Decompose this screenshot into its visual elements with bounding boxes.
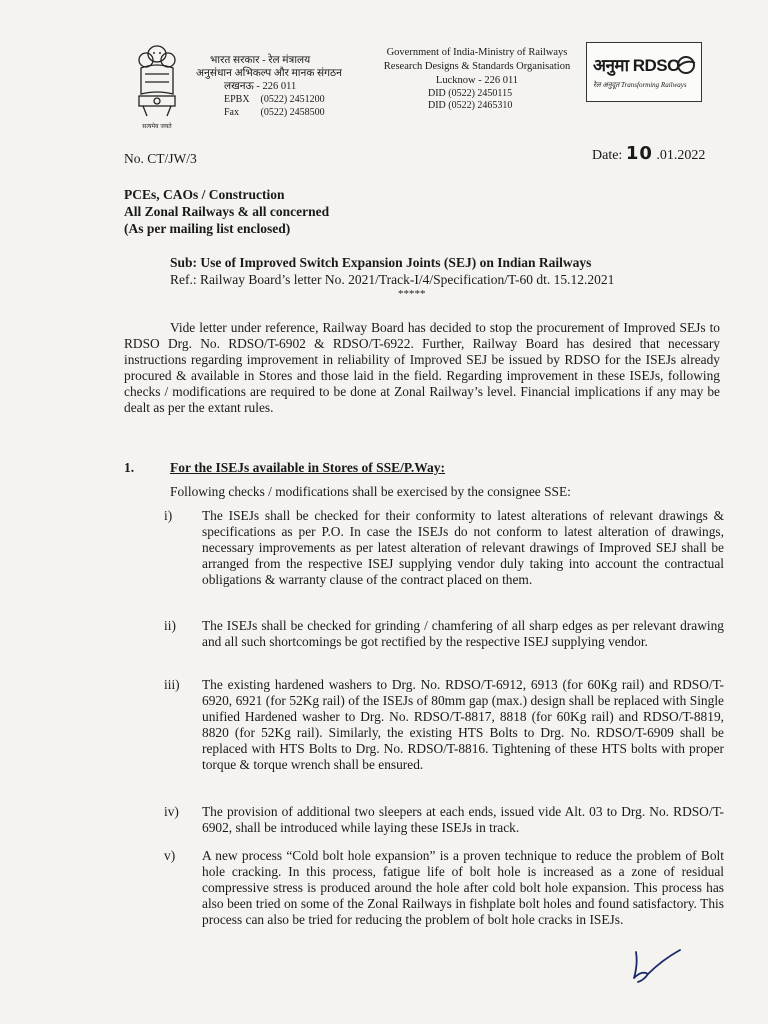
logo-swoosh-icon (675, 55, 697, 75)
section-lead: Following checks / modifications shall be exercised by the consignee SSE: (170, 484, 571, 499)
english-header (372, 46, 582, 112)
addressee-line-3: (As per mailing list enclosed) (124, 221, 291, 236)
letter-date (592, 143, 705, 164)
english-line-2: Research Designs & Standards Organisation (383, 61, 571, 72)
did-line-1: DID (0522) 2450115 (428, 88, 513, 99)
item-text: The ISEJs shall be checked for their conformity to latest alterations of relevant drawings & specifications as per P.O. In case the ISEJs do not conform to latest alteration of drawings, necessary improvements as per latest alteration of relevant drawings of Improved SEJ shall be arranged from the respective ISEJ supplying vendor duly taking into account the contractual obligations & warranty clause of the contract placed on them. (202, 508, 724, 587)
section-number: 1. (124, 460, 135, 475)
hindi-line-2: अनुसंधान अभिकल्प और मानक संगठन (196, 68, 342, 79)
list-item (164, 848, 724, 928)
date-rest: .01.2022 (656, 148, 706, 163)
item-numeral: iii) (164, 677, 180, 692)
english-line-1: Government of India-Ministry of Railways (386, 47, 568, 58)
addressee-block (124, 186, 329, 237)
item-numeral: iv) (164, 804, 179, 819)
item-text: The provision of additional two sleepers at each ends, issued vide Alt. 03 to Drg. No. RDSO/T-6902, shall be introduced while laying these ISEJs in track. (202, 804, 724, 835)
addressee-line-2: All Zonal Railways & all concerned (124, 204, 330, 219)
national-emblem-icon (133, 40, 181, 132)
item-numeral: v) (164, 848, 176, 863)
separator-stars: ***** (398, 288, 426, 300)
item-numeral: i) (164, 508, 173, 523)
item-text: The existing hardened washers to Drg. No. RDSO/T-6912, 6913 (for 60Kg rail) and RDSO/T-6920, 6921 (for 52Kg rail) of the ISEJs of 80mm gap (max.) design shall be replaced with Single unified Hardened washer to Drg. No. RDSO/T-8817, 8818 (for 60Kg rail) and RDSO/T-8819, 8820 (for 52Kg rail). Similarly, the existing HTS Bolts to Drg. No. RDSO/T-6909 shall be replaced with HTS Bolts to Drg. No. RDSO/T-8816. Tightening of these HTS bolts with proper torque & torque wrench shall be ensured. (202, 677, 724, 772)
english-line-3: Lucknow - 226 011 (435, 75, 519, 86)
list-item (164, 508, 724, 588)
date-day-handwritten: 10 (625, 143, 653, 164)
list-item (164, 618, 724, 650)
hindi-line-1: भारत सरकार - रेल मंत्रालय (210, 55, 311, 66)
did-line-2: DID (0522) 2465310 (428, 100, 513, 111)
reference-number: No. CT/JW/3 (124, 151, 197, 166)
section-heading: For the ISEJs available in Stores of SSE/P.Way: (170, 460, 446, 475)
date-label: Date: (592, 148, 623, 163)
hindi-line-3: लखनऊ - 226 011 (224, 81, 297, 92)
hindi-header (196, 54, 386, 119)
signature-initials-icon (622, 944, 684, 988)
item-numeral: ii) (164, 618, 176, 633)
logo-text: अनुमा RDSO (593, 56, 680, 75)
item-text: A new process “Cold bolt hole expansion” is a proven technique to reduce the problem of Bolt hole cracking. In this process, fatigue life of bolt hole is increased as a zone of residual compressive stress is produced around the hole after cold bolt hole expansion. This process has also been tried on some of the Zonal Railways in fishplate bolt holes and found satisfactory. This process can also be tried for reducing the problem of bolt hole cracks in ISEJs. (202, 848, 724, 927)
subject-line: Sub: Use of Improved Switch Expansion Joints (SEJ) on Indian Railways (170, 255, 592, 270)
addressee-line-1: PCEs, CAOs / Construction (124, 187, 285, 202)
list-item (164, 677, 724, 773)
fax-line: Fax (0522) 2458500 (224, 107, 325, 118)
epbx-line: EPBX (0522) 2451200 (224, 94, 325, 105)
list-item (164, 804, 724, 836)
logo-tagline: रेल अनुदूत Transforming Railways (593, 81, 687, 89)
svg-text:सत्यमेव जयते: सत्यमेव जयते (142, 123, 172, 130)
item-text: The ISEJs shall be checked for grinding / chamfering of all sharp edges as per relevant drawing and all such shortcomings be got rectified by the respective ISEJ supplying vendor. (202, 618, 724, 649)
intro-paragraph: Vide letter under reference, Railway Board has decided to stop the procurement of Improved SEJs to RDSO Drg. No. RDSO/T-6902 & RDSO/T-6922. Further, Railway Board has desired that necessary instructions regarding improvement in reliability of Improved SEJ be issued by RDSO for the ISEJs already procured & available in Stores and those laid in the field. Regarding improvement in these ISEJs, following checks / modifications are required to be done at Zonal Railway’s level. Financial implications if any may be dealt as per the extant rules. (124, 320, 720, 415)
reference-line: Ref.: Railway Board’s letter No. 2021/Track-I/4/Specification/T-60 dt. 15.12.2021 (170, 272, 615, 287)
rdso-logo (586, 42, 702, 102)
